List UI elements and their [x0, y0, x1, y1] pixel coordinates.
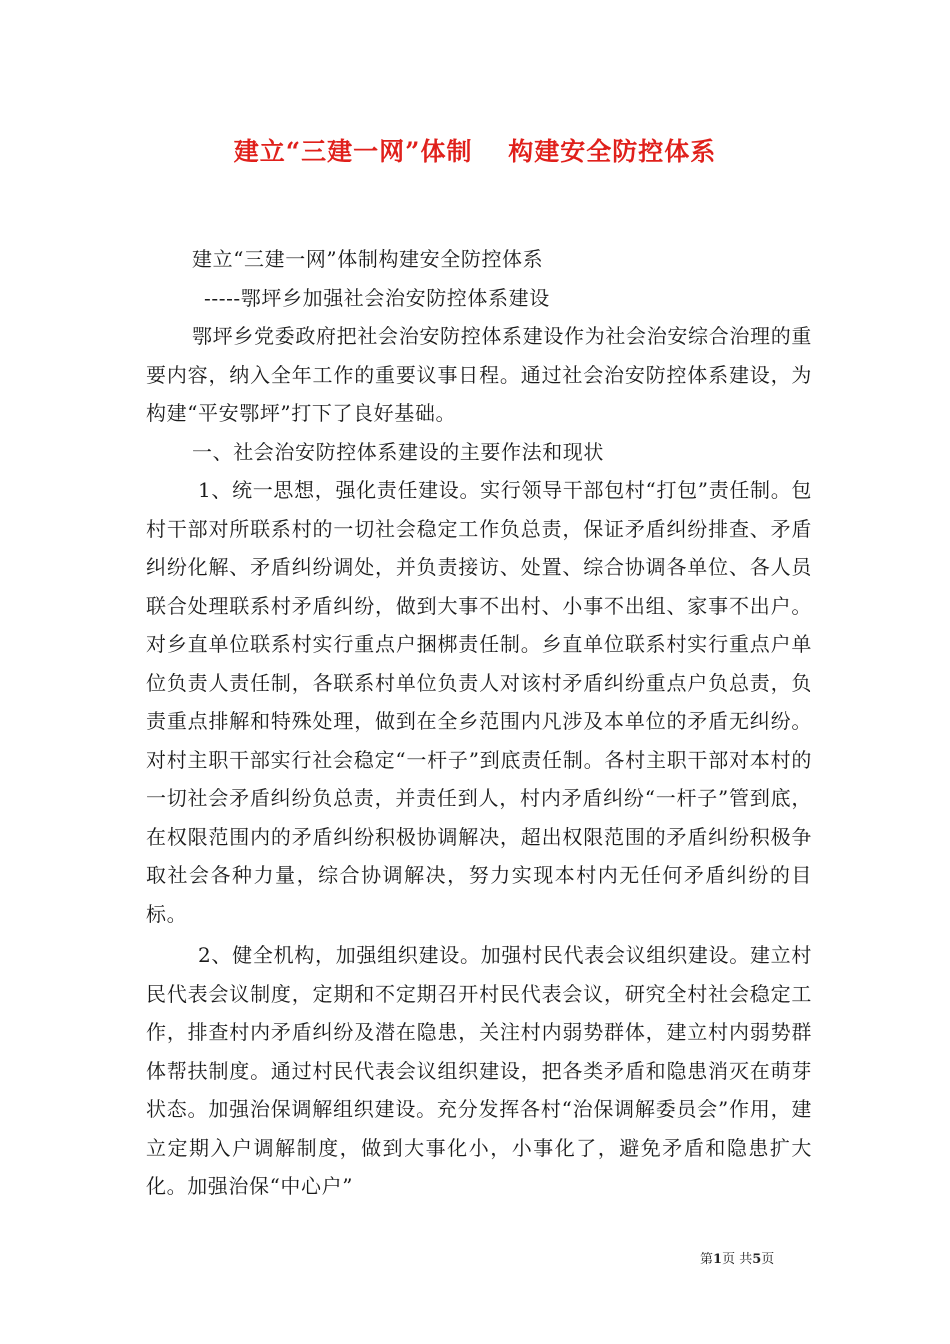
intro-paragraph: 鄂坪乡党委政府把社会治安防控体系建设作为社会治安综合治理的重要内容，纳入全年工作的重要议事日程。通过社会治安防控体系建设，为构建“平安鄂坪”打下了良好基础。 — [146, 324, 812, 425]
footer-page-number: 1 — [713, 1252, 723, 1267]
footer-prefix: 第 — [700, 1252, 714, 1267]
dash-subtitle-line: -----鄂坪乡加强社会治安防控体系建设 — [204, 285, 550, 310]
subtitle-line: 建立“三建一网”体制构建安全防控体系 — [192, 247, 544, 271]
footer-middle: 页 共 — [722, 1252, 753, 1267]
section-heading: 一、社会治安防控体系建设的主要作法和现状 — [192, 439, 604, 464]
document-body — [146, 240, 812, 1206]
footer-suffix: 页 — [761, 1252, 775, 1267]
document-title: 建立“三建一网”体制 构建安全防控体系 — [233, 137, 717, 166]
page-footer — [700, 1248, 820, 1267]
paragraph-1: 1、统一思想，强化责任建设。实行领导干部包村“打包”责任制。包村干部对所联系村的一切社会稳定工作负总责，保证矛盾纠纷排查、矛盾纠纷化解、矛盾纠纷调处，并负责接访、处置、综合协调各单位、各人员联合处理联系村矛盾纠纷，做到大事不出村、小事不出组、家事不出户。对乡直单位联系村实行重点户捆梆责任制。乡直单位联系村实行重点户单位负责人责任制，各联系村单位负责人对该村矛盾纠纷重点户负总责，负责重点排解和特殊处理，做到在全乡范围内凡涉及本单位的矛盾无纠纷。对村主职干部实行社会稳定“一杆子”到底责任制。各村主职干部对本村的一切社会矛盾纠纷负总责，并责任到人，村内矛盾纠纷“一杆子”管到底，在权限范围内的矛盾纠纷积极协调解决，超出权限范围的矛盾纠纷积极争取社会各种力量，综合协调解决，努力实现本村内无任何矛盾纠纷的目标。 — [146, 478, 812, 926]
footer-total-pages: 5 — [752, 1252, 762, 1267]
paragraph-2: 2、健全机构，加强组织建设。加强村民代表会议组织建设。建立村民代表会议制度，定期和不定期召开村民代表会议，研究全村社会稳定工作，排查村内矛盾纠纷及潜在隐患，关注村内弱势群体，建立村内弱势群体帮扶制度。通过村民代表会议组织建设，把各类矛盾和隐患消灭在萌芽状态。加强治保调解组织建设。充分发挥各村“治保调解委员会”作用，建立定期入户调解制度，做到大事化小，小事化了，避免矛盾和隐患扩大化。加强治保“中心户” — [146, 943, 812, 1198]
